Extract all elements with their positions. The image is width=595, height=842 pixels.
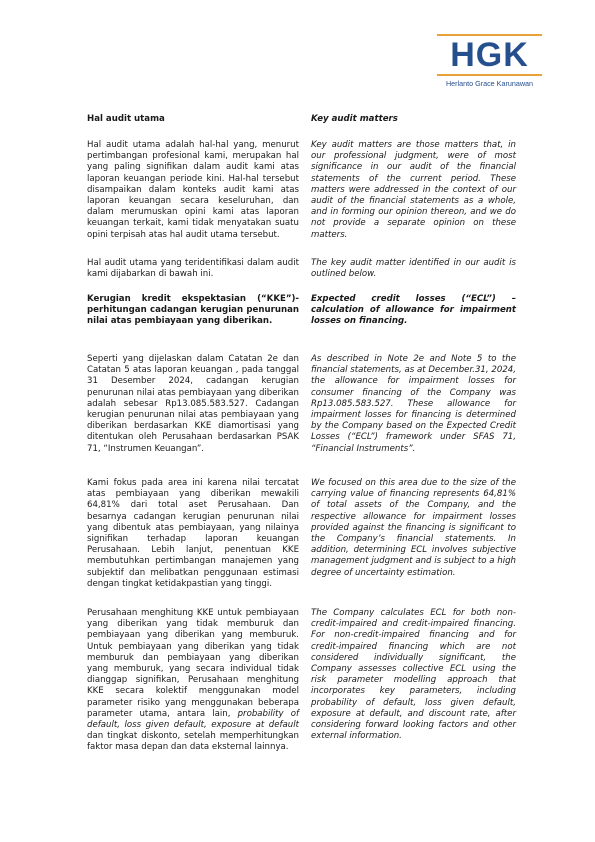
paragraph-en-1: Key audit matters are those matters that, in our professional judgment, were of most significance in our audit of the financial statements of the current period. These matters were addressed in the context of our audit of the financial statements as a whole, and in forming our opinion thereon, and we do not provide a separate opinion on these matters. — [311, 140, 516, 240]
subheading-id: Kerugian kredit ekspektasian (“KKE”)-perhitungan cadangan kerugian penurunan nilai atas pembiayaan yang diberikan. — [87, 294, 299, 327]
paragraph-id-5-end: dan tingkat diskonto, setelah memperhitungkan faktor masa depan dan data eksternal lainnya. — [87, 731, 299, 753]
paragraph-id-5-italic: probability of default, loss given default, exposure at default — [87, 708, 299, 731]
hgk-logo — [437, 34, 542, 90]
logo-firm-name: Herlanto Grace Karunawan — [445, 79, 534, 88]
paragraph-en-3: As described in Note 2e and Note 5 to the financial statements, as at December.31, 2024, the allowance for impairment losses for consumer financing of the Company was Rp13.085.583.527. These allowance for impairment losses for financing is determined by the Company based on the Expected Credit Losses (“ECL”) framework under SFAS 71, “Financial Instruments”. — [311, 354, 516, 454]
paragraph-id-5-start: Perusahaan menghitung KKE untuk pembiayaan yang diberikan yang tidak memburuk dan pembiayaan yang diberikan yang memburuk. Untuk pembiayaan yang diberikan yang tidak memburuk dan pembiayaan yang diberikan yang memburuk, yang secara individual tidak dianggap signifikan, Perusahaan menghitung KKE secara kolektif menggunakan model parameter risiko yang menggunakan beberapa parameter utama, antara lain, — [87, 608, 299, 719]
paragraph-id-2: Hal audit utama yang teridentifikasi dalam audit kami dijabarkan di bawah ini. — [87, 258, 299, 280]
paragraph-en-4: We focused on this area due to the size of the carrying value of financing represents 64,81% of total assets of the Company, and the respective allowance for impairment losses provided against the financing is significant to the Company’s financial statements. In addition, determining ECL involves subjective management judgment and is subject to a high degree of uncertainty estimation. — [311, 478, 516, 578]
section-title-en: Key audit matters — [311, 114, 398, 124]
paragraph-en-5: The Company calculates ECL for both non-credit-impaired and credit-impaired financing. For non-credit-impaired financing and for credit-impaired financing which are not considered individually significant, the Company assesses collective ECL using the risk parameter modelling approach that incorporates key parameters, including probability of default, loss given default, exposure at default, and discount rate, after considering forward looking factors and other external information. — [311, 608, 516, 742]
subheading-en: Expected credit losses (“ECL”) – calculation of allowance for impairment losses on financing. — [311, 294, 516, 327]
paragraph-en-2: The key audit matter identified in our audit is outlined below. — [311, 258, 516, 280]
logo-bottom-bar — [437, 74, 542, 76]
paragraph-id-1: Hal audit utama adalah hal-hal yang, menurut pertimbangan profesional kami, merupakan hal yang paling signifikan dalam audit kami atas laporan keuangan periode kini. Hal-hal tersebut disampaikan dalam konteks audit kami atas laporan keuangan secara keseluruhan, dan dalam merumuskan opini kami atas laporan keuangan terkait, kami tidak menyatakan suatu opini terpisah atas hal audit utama tersebut. — [87, 140, 299, 240]
logo-letters: HGK — [450, 36, 529, 74]
paragraph-id-3: Seperti yang dijelaskan dalam Catatan 2e dan Catatan 5 atas laporan keuangan , pada tanggal 31 Desember 2024, cadangan kerugian penurunan nilai atas pembiayaan yang diberikan adalah sebesar Rp13.085.583.527. Cadangan kerugian penurunan nilai atas pembiayaan yang diberikan berdasarkan KKE diamortisasi yang ditentukan oleh Perusahaan berdasarkan PSAK 71, “Instrumen Keuangan”. — [87, 354, 299, 454]
paragraph-id-4: Kami fokus pada area ini karena nilai tercatat atas pembiayaan yang diberikan mewakili 64,81% dari total aset Perusahaan. Dan besarnya cadangan kerugian penurunan nilai yang dibentuk atas pembiayaan, yang nilainya signifikan terhadap laporan keuangan Perusahaan. Lebih lanjut, penentuan KKE membutuhkan pertimbangan manajemen yang subjektif dan melibatkan penggunaan estimasi dengan tingkat ketidakpastian yang tinggi. — [87, 478, 299, 589]
section-title-id: Hal audit utama — [87, 114, 165, 124]
paragraph-id-5 — [87, 608, 299, 754]
